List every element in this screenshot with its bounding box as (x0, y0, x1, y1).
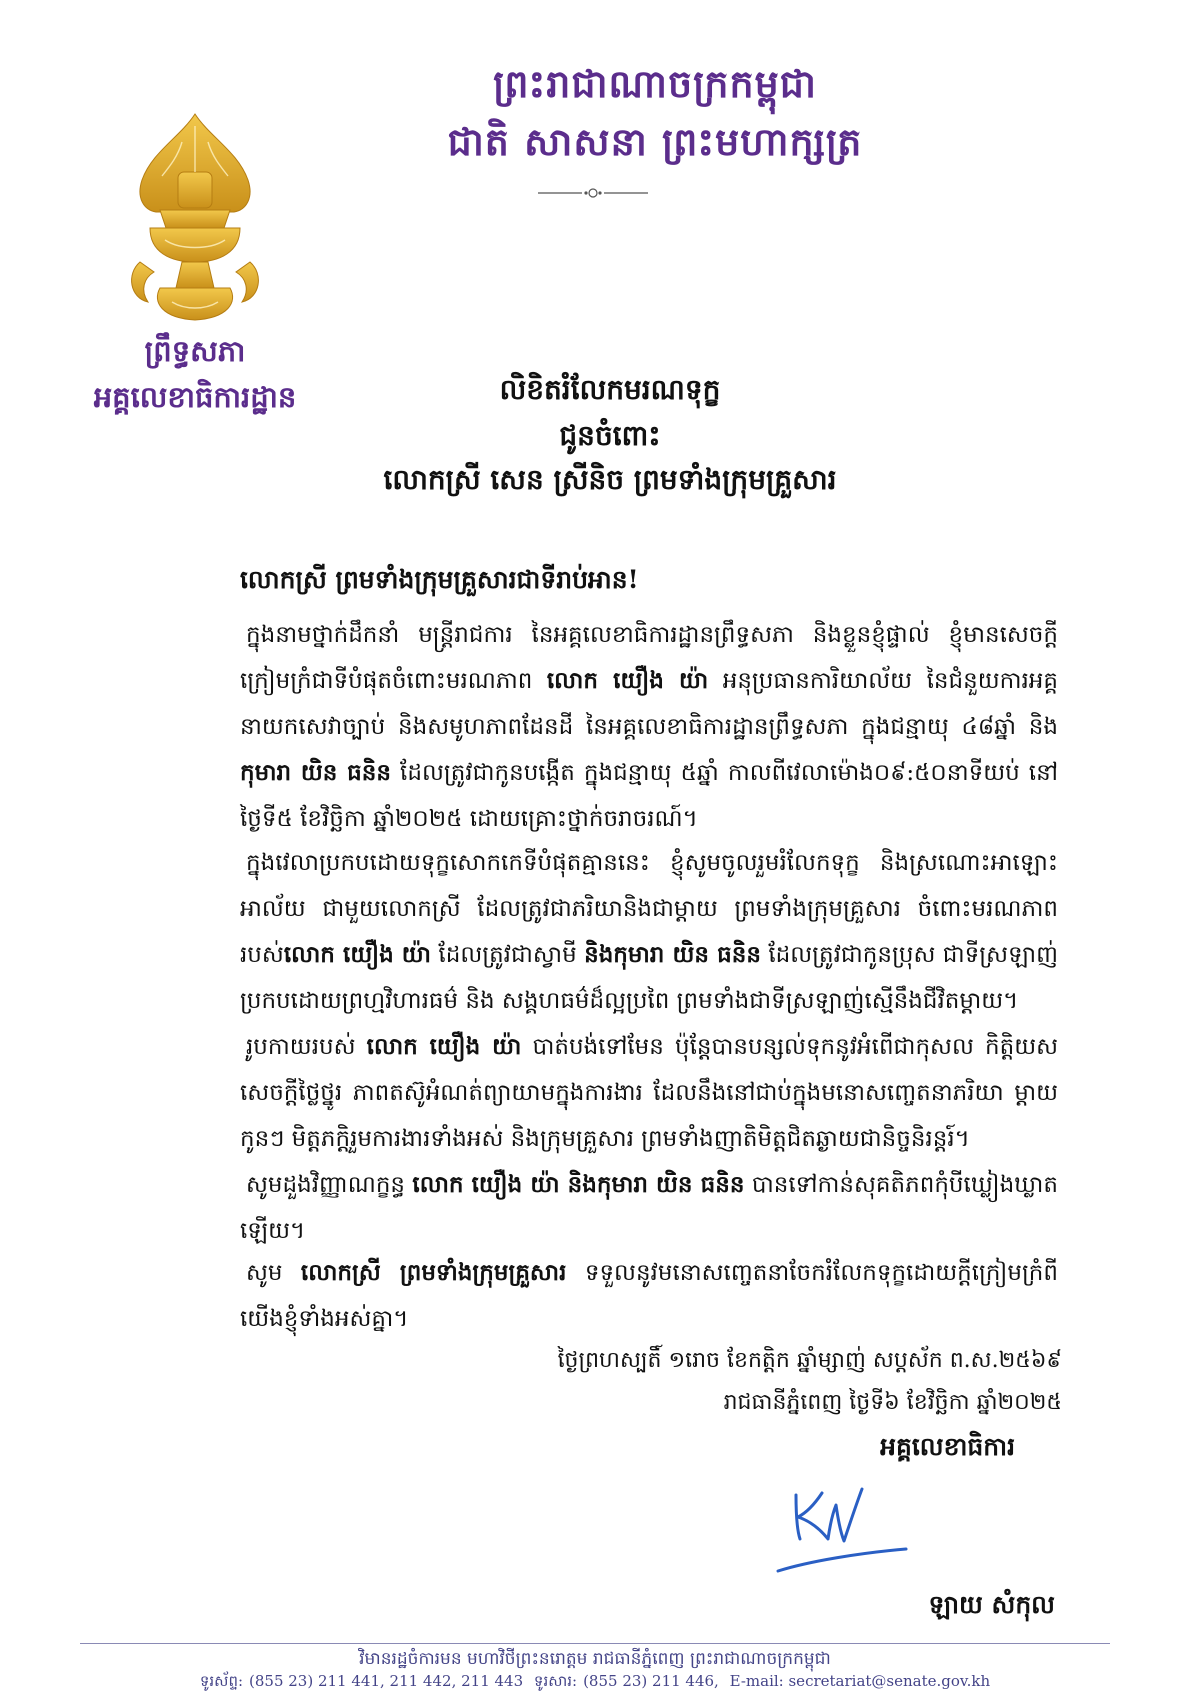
senate-name: ព្រឹទ្ធសភា (144, 334, 246, 368)
text-run: បាត់បង់ទៅមែន ប៉ុន្តែបានបន្សល់ទុកនូវអំពើជាកុសល កិត្តិយស សេចក្តីថ្លៃថ្នូរ ភាពតស៊ូអំណត់ព្យាយាមក្នុងការងារ ដែលនឹងនៅជាប់ក្នុងមនោសញ្ចេតនាភរិយា ម្ដាយ កូនៗ មិត្តភក្តិរួមការងារទាំងអស់ និងក្រុមគ្រួសារ ព្រមទាំងញាតិមិត្តជិតឆ្ងាយជានិច្ចនិរន្តរ៍។ (240, 1034, 1059, 1152)
letter-title: លិខិតរំលែកមរណទុក្ខ (499, 373, 721, 406)
text-run: ដែលត្រូវជាកូនប្រុស ជាទីស្រឡាញ់ ប្រកបដោយព្រហ្មវិហារធម៌ និង សង្គហធម៌ដ៏ល្អប្រពៃ ព្រមទាំងជាទីស្រឡាញ់ស្មើនឹងជីវិតម្ដាយ។ (240, 942, 1058, 1014)
bold-name: លោកស្រី ព្រមទាំងក្រុមគ្រួសារ (300, 1259, 567, 1286)
email-link[interactable]: E-mail: secretariat@senate.gov.kh (729, 1672, 991, 1690)
kingdom-name: ព្រះរាជាណាចក្រកម្ពុជា (493, 61, 817, 106)
secretariat-name: អគ្គលេខាធិការដ្ឋាន (93, 380, 297, 414)
body-paragraph-4 (240, 1162, 1058, 1254)
salutation: លោកស្រី ព្រមទាំងក្រុមគ្រួសារជាទីរាប់អាន! (240, 565, 639, 594)
fax-label: ទូរសារ: (533, 1672, 578, 1690)
text-run: ដែលត្រូវជាកូនបង្កើត ក្នុងជន្មាយុ ៥ឆ្នាំ កាលពីវេលាម៉ោង០៩:៥០នាទីយប់ នៅថ្ងៃទី៥ ខែវិច្ឆិកា ឆ្នាំ២០២៥ ដោយគ្រោះថ្នាក់ចរាចរណ៍។ (240, 760, 1058, 832)
body-paragraph-3 (240, 1024, 1058, 1162)
lunar-date: ថ្ងៃព្រហស្បតិ៍ ១រោច ខែកត្តិក ឆ្នាំម្សាញ់ សប្តស័ក ព.ស.២៥៦៩ (557, 1348, 1062, 1373)
signature-icon (770, 1475, 910, 1585)
fax-number: (855 23) 211 446, (583, 1672, 719, 1690)
text-run: ក្នុងនាមថ្នាក់ដឹកនាំ មន្ត្រីរាជការ នៃអគ្គលេខាធិការដ្ឋានព្រឹទ្ធសភា និងខ្លួនខ្ញុំផ្ទាល់ ខ្ញុំមានសេចក្តីក្រៀមក្រំជាទីបំផុតចំពោះមរណភាព (240, 622, 1058, 694)
solar-date: រាជធានីភ្នំពេញ ថ្ងៃទី៦ ខែវិច្ឆិកា ឆ្នាំ២០២៥ (723, 1390, 1062, 1415)
ornament-divider-icon (538, 186, 648, 200)
bold-name: លោក យឿង យ៉ា (546, 667, 709, 694)
text-run: សូម (246, 1260, 301, 1286)
text-run: បានទៅកាន់សុគតិភពកុំបីឃ្លៀងឃ្លាតឡើយ។ (240, 1172, 1058, 1244)
signer-name: ឡាយ សំកុល (928, 1590, 1055, 1619)
footer-divider (80, 1643, 1110, 1644)
bold-name: និងកុមារា យិន ធនិន (584, 941, 761, 968)
letter-recipient: លោកស្រី សេន ស្រីនិច ព្រមទាំងក្រុមគ្រួសារ (383, 463, 837, 496)
footer-address: វិមានរដ្ឋចំការមន មហាវិថីព្រះនរោត្តម រាជធានីភ្នំពេញ ព្រះរាជាណាចក្រកម្ពុជា (359, 1649, 831, 1669)
text-run: រូបកាយរបស់ (246, 1034, 367, 1060)
text-run: សូមដួងវិញ្ញាណក្ខន្ធ (246, 1172, 413, 1198)
bold-name: កុមារា យិន ធនិន (240, 759, 391, 786)
text-run: ក្នុងវេលាប្រកបដោយទុក្ខសោកកេទីបំផុតគ្មាននេះ ខ្ញុំសូមចូលរួមរំលែកទុក្ខ និងស្រណោះអាឡោះអាល័យ ជាមួយលោកស្រី ដែលត្រូវជាភរិយានិងជាម្ដាយ ព្រមទាំងក្រុមគ្រួសារ ចំពោះមរណភាពរបស់ (240, 850, 1058, 968)
bold-name: លោក យឿង យ៉ា និងកុមារា យិន ធនិន (412, 1171, 745, 1198)
bold-name: លោក យឿង យ៉ា (366, 1033, 522, 1060)
text-run: ដែលត្រូវជាស្វាមី (431, 942, 585, 968)
senate-emblem-icon (120, 112, 270, 327)
national-motto: ជាតិ សាសនា ព្រះមហាក្សត្រ (447, 119, 863, 164)
phone-number: (855 23) 211 441, 211 442, 211 443 (249, 1672, 524, 1690)
signer-title: អគ្គលេខាធិការ (880, 1432, 1015, 1461)
letter-addressed-to: ជូនចំពោះ (559, 419, 661, 452)
body-paragraph-2 (240, 840, 1058, 1024)
footer-contact (0, 1672, 1190, 1694)
text-run: អនុប្រធានការិយាល័យ នៃជំនួយការអគ្គនាយកសេវាច្បាប់ និងសមូហភាពដែនដី នៃអគ្គលេខាធិការដ្ឋានព្រឹទ្ធសភា ក្នុងជន្មាយុ ៤៨ឆ្នាំ និង (240, 668, 1058, 740)
phone-label: ទូរស័ព្ទ: (199, 1672, 244, 1690)
body-paragraph-1 (240, 612, 1058, 842)
text-run: ទទួលនូវមនោសញ្ចេតនាចែករំលែកទុក្ខដោយក្ដីក្រៀមក្រំពីយើងខ្ញុំទាំងអស់គ្នា។ (240, 1260, 1058, 1332)
bold-name: លោក យឿង យ៉ា (283, 941, 431, 968)
body-paragraph-5 (240, 1250, 1058, 1342)
